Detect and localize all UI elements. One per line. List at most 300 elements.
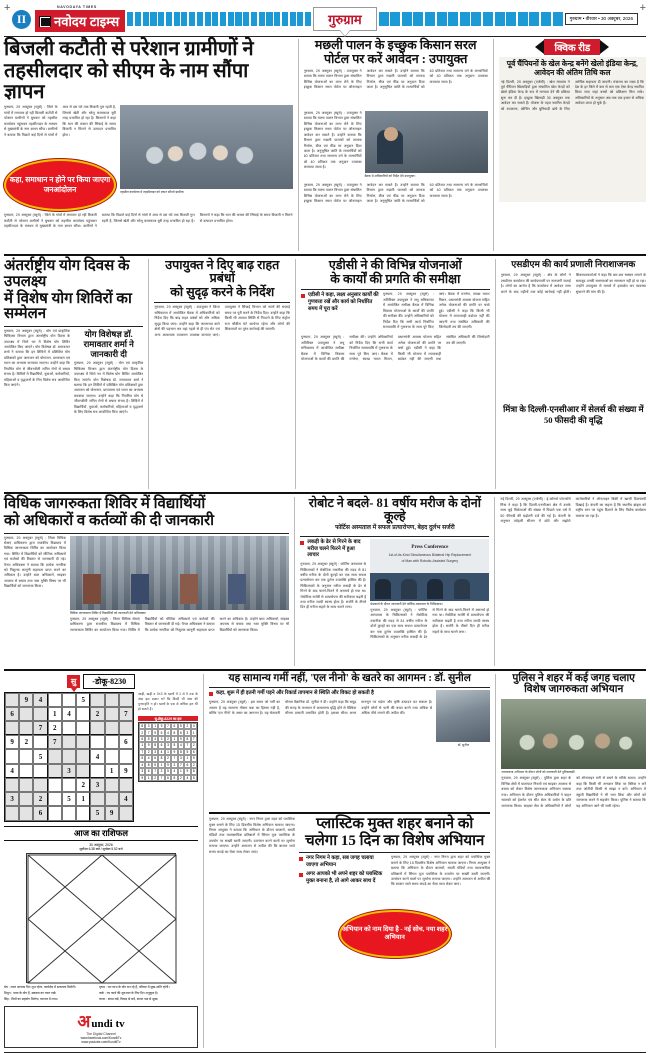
- story6-headline-line2: को अधिकारों व कर्तव्यों की दी जानकारी: [4, 512, 215, 529]
- story9-bullet-1: [299, 855, 387, 869]
- sudoku-cell[interactable]: [5, 693, 19, 707]
- sudoku-answer-cell: 8: [171, 729, 177, 735]
- story7-body-left: गुरुग्राम, 29 अक्टूबर (ब्यूरो) : फोर्टिस अस्पताल के चिकित्सकों ने रोबोटिक तकनीक की मदद से 81 वर्षीय मरीज के दोनों कूल्हों का एक साथ सफल प्रत्यारोपण कर एक दुर्लभ उपलब्धि हासिल की है। चिकित्सकों के अनुसार मरीज लकड़ी के ढेर से गिरने के बाद चलने-फिरने में असमर्थ हो गया था। रोबोटिक सर्जरी से प्रत्यारोपण की सटीकता बढ़ती है तथा मरीज जल्दी स्वस्थ होता है। सर्जरी के तीसरे दिन ही मरीज सहारे के साथ चलने लगा।: [300, 562, 367, 610]
- quick-read-item-2: [501, 259, 646, 489]
- sudoku-cell[interactable]: [105, 749, 119, 763]
- sudoku-answer-cell: 4: [139, 762, 145, 768]
- sudoku-answer-cell: 3: [171, 762, 177, 768]
- sudoku-cell[interactable]: [19, 707, 33, 721]
- story8-bullet-text: कहा, शुरू में ही इतनी गर्मी पड़ने और रिकार्ड तापमान से स्थिति और विकट हो सकती है: [216, 690, 374, 697]
- decorative-bars-right: [379, 12, 563, 26]
- sudoku-answer-cell: 2: [191, 742, 197, 748]
- sudoku-answer-cell: 4: [152, 736, 158, 742]
- brand-block: [35, 6, 125, 32]
- quick-read-item-heading: पूर्व चैंपियनों के खेल केन्द्र बनेंगे खेलो इंडिया केन्द्र, आवेदन की अंतिम तिथि कल: [506, 59, 638, 78]
- sudoku-cell[interactable]: [62, 735, 76, 749]
- lead-photo-caption: तहसील कार्यालय में तहसीलदार को ज्ञापन सौंपते ग्रामीण।: [120, 190, 185, 195]
- ad-link-youtube[interactable]: www.youtube.com/KundliTv: [81, 1040, 121, 1045]
- story3-body-left: गुरुग्राम, 29 अक्टूबर (ब्यूरो) : योग एवं प्राकृतिक चिकित्सा विभाग द्वारा अंतर्राष्ट्रीय योग दिवस के उपलक्ष्य में जिले भर में विशेष योग शिविर आयोजित किए जाएंगे। योग विशेषज्ञ डॉ. रामावतार शर्मा ने बताया कि इन शिविरों में प्रशिक्षित योग प्रशिक्षकों द्वारा आमजन को योगासन, प्राणायाम एवं ध्यान का अभ्यास करवाया जाएगा। उन्होंने कहा कि नियमित योग से जीवनशैली जनित रोगों से बचाव संभव है। शिविरों में विद्यार्थियों, युवाओं, कर्मचारियों, महिलाओं व वृद्धजनों के लिए विशेष सत्र आयोजित किए जाएंगे।: [4, 328, 70, 387]
- sudoku-cell[interactable]: 6: [119, 735, 133, 749]
- sudoku-cell[interactable]: [90, 735, 104, 749]
- triangle-right-icon: [600, 40, 609, 54]
- sudoku-cell[interactable]: [105, 778, 119, 792]
- story10-headline-line1: पुलिस ने शहर में कई जगह चलाए: [512, 672, 635, 684]
- lead-headline-line1: बिजली कटौती से परेशान ग्रामीणों ने: [4, 38, 254, 60]
- lead-headline-line2: तहसीलदार को सीएम के नाम सौंपा ज्ञापन: [4, 59, 249, 103]
- sudoku-cell[interactable]: 2: [48, 721, 62, 735]
- sudoku-answer-cell: 8: [152, 742, 158, 748]
- sudoku-answer-cell: 5: [152, 762, 158, 768]
- sudoku-instructions: आड़ी, खड़ी व 3×3 के खानों में 1 से 9 तक के अंक इस प्रकार भरें कि किसी भी अंक की पुनरावृत्ति न हो। खानों के एक से अधिक हल भी हो सकते हैं।: [138, 691, 198, 711]
- top-section: [4, 39, 646, 251]
- story8-bullet: [209, 690, 432, 697]
- column-divider-3: [148, 259, 149, 489]
- sudoku-cell[interactable]: [5, 721, 19, 735]
- sudoku-cell[interactable]: [90, 721, 104, 735]
- sudoku-answer-cell: 9: [139, 775, 145, 781]
- sudoku-answer-cell: 3: [139, 768, 145, 774]
- sudoku-answer-cell: 6: [139, 736, 145, 742]
- lead-body-bottom: गुरुग्राम, 29 अक्टूबर (ब्यूरो) : जिले के गांवों में लगातार हो रही बिजली कटौती से परेशान ग्रामीणों ने बुधवार को तहसील कार्यालय पहुंचकर तहसीलदार के माध्यम से मुख्यमंत्री के नाम ज्ञापन सौंपा। ग्रामीणों ने बताया कि पिछले कई दिनों से गांवों में आठ से दस घंटे तक बिजली गुल रहती है, जिससे खेती और घरेलू कामकाज बुरी तरह प्रभावित हो रहा है। किसानों ने कहा कि धान की फसल की सिंचाई के समय बिजली न मिलने से उत्पादन प्रभावित होगा।: [4, 213, 293, 229]
- kundli-chart: [26, 853, 176, 983]
- sudoku-answer-cell: 9: [178, 736, 184, 742]
- sudoku-cell[interactable]: 7: [33, 721, 47, 735]
- crop-mark-top-right: +: [639, 2, 646, 14]
- puzzle-column: [4, 674, 198, 1048]
- sudoku-cell[interactable]: [105, 707, 119, 721]
- sudoku-cell[interactable]: [119, 806, 133, 820]
- quick-read-item2-body: गुरुग्राम, 29 अक्टूबर (ब्यूरो) : क्षेत्र के लोगों ने एसडीएम कार्यालय की कार्यप्रणाली पर नाराजगी जताई है। लोगों का आरोप है कि कार्यालय में आवेदन जमा करने के बाद महीनों तक कोई कार्रवाई नहीं होती। शिकायतकर्ताओं ने कहा कि बार-बार चक्कर लगाने के बावजूद उनकी समस्याओं का समाधान नहीं हो पा रहा। उन्होंने उपायुक्त से मामले में हस्तक्षेप कर व्यवस्था सुधारने की मांग की है।: [500, 273, 646, 294]
- sudoku-cell[interactable]: [33, 735, 47, 749]
- story9-callout: अभियान को नाम दिया है - नई सोच, नया शहर अभियान: [339, 910, 451, 958]
- sudoku-cell[interactable]: 1: [105, 764, 119, 778]
- sudoku-answer-cell: 5: [191, 775, 197, 781]
- quick-read-item2-heading: एसडीएम की कार्य प्रणाली निराशाजनक: [511, 259, 636, 270]
- sudoku-answer-cell: 8: [184, 736, 190, 742]
- sudoku-cell[interactable]: [76, 764, 90, 778]
- sudoku-cell[interactable]: 6: [33, 806, 47, 820]
- story7-body-right: गुरुग्राम, 29 अक्टूबर (ब्यूरो) : फोर्टिस अस्पताल के चिकित्सकों ने रोबोटिक तकनीक की मदद से 81 वर्षीय मरीज के दोनों कूल्हों का एक साथ सफल प्रत्यारोपण कर एक दुर्लभ उपलब्धि हासिल की है। चिकित्सकों के अनुसार मरीज लकड़ी के ढेर से गिरने के बाद चलने-फिरने में असमर्थ हो गया था। रोबोटिक सर्जरी से प्रत्यारोपण की सटीकता बढ़ती है तथा मरीज जल्दी स्वस्थ होता है। सर्जरी के तीसरे दिन ही मरीज सहारे के साथ चलने लगा।: [370, 607, 490, 640]
- sudoku-cell[interactable]: 1: [48, 707, 62, 721]
- quick-read-title: क्विक रीड: [544, 39, 600, 55]
- sudoku-answer-cell: 8: [139, 723, 145, 729]
- sudoku-answer-cell: 1: [145, 775, 151, 781]
- story6-body-left: गुरुग्राम, 29 अक्टूबर (ब्यूरो) : जिला विधिक सेवाएं प्राधिकरण द्वारा राजकीय विद्यालय में विधिक जागरुकता शिविर का आयोजन किया गया। शिविर में विद्यार्थियों को मौलिक अधिकारों एवं कर्तव्यों की विस्तार से जानकारी दी गई। पैनल अधिवक्ता ने बताया कि प्रत्येक नागरिक को निशुल्क कानूनी सहायता प्राप्त करने का अधिकार है। उन्होंने बाल अधिकारों, साइबर अपराध से बचाव तथा नशा मुक्ति विषय पर भी विद्यार्थियों को जागरूक किया।: [4, 535, 66, 589]
- story7-photo-caption: प्रेसवार्ता के दौरान जानकारी देते फोर्टिस अस्पताल के चिकित्सक।: [370, 601, 443, 606]
- story10-headline-line2: विशेष जागरुकता अभियान: [524, 684, 624, 696]
- sudoku-answer-cell: 2: [165, 755, 171, 761]
- sudoku-cell[interactable]: 9: [19, 693, 33, 707]
- sudoku-cell[interactable]: [119, 721, 133, 735]
- edition-tab: गुरुग्राम: [313, 7, 377, 31]
- sudoku-answer-cell: 4: [165, 729, 171, 735]
- sudoku-cell[interactable]: 2: [76, 778, 90, 792]
- story5-body-bottom: गुरुग्राम, 29 अक्टूबर (ब्यूरो) : अतिरिक्त उपायुक्त ने लघु सचिवालय में आयोजित समीक्षा बैठक में विभिन्न विकास योजनाओं के कार्यों की प्रगति की समीक्षा की। उन्होंने अधिकारियों को निर्देश दिए कि सभी कार्य निर्धारित समयावधि में गुणवत्ता के साथ पूरे किए जाएं। बैठक में मनरेगा, स्वच्छ भारत मिशन, प्रधानमंत्री आवास योजना सहित अनेक योजनाओं की प्रगति पर चर्चा हुई। एडीसी ने कहा कि किसी भी योजना में लापरवाही बर्दाश्त नहीं की जाएगी तथा संबंधित अधिकारी की जिम्मेदारी तय की जाएगी।: [301, 335, 490, 362]
- section-divider-1: [4, 254, 646, 256]
- story2-headline-line2: पोर्टल पर करें आवेदन : उपायुक्त: [323, 52, 468, 66]
- sudoku-answer-cell: 9: [165, 762, 171, 768]
- sudoku-answer-cell: 7: [184, 742, 190, 748]
- sudoku-answer-cell: 3: [184, 729, 190, 735]
- sudoku-answer-cell: 7: [165, 723, 171, 729]
- quick-read-item-body: नई दिल्ली, 29 अक्टूबर (एजेंसी) : खेल मंत्रालय ने पूर्व चैंपियन खिलाड़ियों द्वारा संचालित खेल केन्द्रों को खेलो इंडिया केन्द्र के रूप में मान्यता देने की प्रक्रिया शुरू कर दी है। इच्छुक खिलाड़ी 30 अक्टूबर तक आवेदन कर सकते हैं। योजना के तहत चयनित केन्द्रों को उपकरण, कोचिंग और बुनियादी ढांचे के लिए आर्थिक सहायता दी जाएगी। मंत्रालय का लक्ष्य है कि देश के हर जिले में कम से कम एक ऐसा केन्द्र स्थापित किया जाए जहां बच्चों को प्रशिक्षण मिल सके। अधिकारियों के अनुसार अब तक एक हजार से अधिक आवेदन प्राप्त हो चुके हैं।: [500, 79, 644, 111]
- story10-photo: [501, 699, 646, 769]
- story5-bullet-text: एडीसी ने कहा, लक्ष्य अनुसार कार्यों की गुणवत्ता रखें और कार्य को निर्धारित समय में पूरा करें: [308, 292, 379, 312]
- sudoku-cell[interactable]: 2: [33, 792, 47, 806]
- sudoku-cell[interactable]: [5, 778, 19, 792]
- quick-read-header: [499, 39, 646, 55]
- column-divider-7: [494, 497, 495, 665]
- sudoku-answer-grid: [138, 722, 198, 782]
- sudoku-answer-cell: 8: [191, 768, 197, 774]
- sudoku-cell[interactable]: [33, 764, 47, 778]
- story6-photo-caption: विधिक जागरुकता शिविर में विद्यार्थियों को जानकारी देते अधिवक्ता।: [70, 610, 147, 615]
- sudoku-answer-cell: 7: [152, 768, 158, 774]
- press-conference-title: Press Conference: [411, 544, 449, 550]
- sudoku-answer-cell: 2: [145, 749, 151, 755]
- sudoku-answer-cell: 1: [178, 768, 184, 774]
- story5-headline-line1: एडीसी ने की विभिन्न योजनाओं: [328, 258, 462, 273]
- story9-body-left: गुरुग्राम, 29 अक्टूबर (ब्यूरो) : नगर निगम द्वारा शहर को प्लास्टिक मुक्त बनाने के लिए 15 दिवसीय विशेष अभियान चलाया जाएगा। निगम आयुक्त ने बताया कि अभियान के दौरान बाजारों, सब्जी मंडियों तथा व्यावसायिक प्रतिष्ठानों में सिंगल यूज प्लास्टिक के उपयोग पर सख्ती बरती जाएगी। उल्लंघन करने वालों पर जुर्माना लगाया जाएगा। उन्होंने आमजन से अपील की कि बाजार जाते समय कपड़े का थैला साथ लेकर जाएं।: [209, 817, 295, 854]
- sudoku-answer-cell: 9: [152, 729, 158, 735]
- sudoku-cell[interactable]: [76, 735, 90, 749]
- sudoku-cell[interactable]: [62, 749, 76, 763]
- sudoku-cell[interactable]: [33, 707, 47, 721]
- sudoku-answer-cell: 5: [171, 742, 177, 748]
- sudoku-cell[interactable]: [90, 693, 104, 707]
- lead-photo: [120, 105, 293, 189]
- sudoku-title: -डोकू-8230: [83, 674, 135, 689]
- sudoku-cell[interactable]: [119, 778, 133, 792]
- sudoku-cell[interactable]: [48, 764, 62, 778]
- sudoku-cell[interactable]: [76, 806, 90, 820]
- sudoku-answer-cell: 7: [139, 749, 145, 755]
- rashifal-prediction: मिथुन : यात्रा के योग हैं, स्वास्थ्य का ध्यान रखें।: [4, 991, 57, 995]
- brand-hindi-text: नवोदय टाइम्स: [54, 14, 120, 29]
- story4-headline-line2: को सुदृढ़ करने के निर्देश: [170, 285, 275, 300]
- section-divider-3: [4, 669, 646, 671]
- sudoku-cell[interactable]: 9: [119, 764, 133, 778]
- sudoku-answer-cell: 4: [145, 755, 151, 761]
- sudoku-cell[interactable]: 2: [90, 707, 104, 721]
- lead-story: [4, 39, 293, 251]
- sudoku-answer-cell: 3: [178, 755, 184, 761]
- sudoku-answer-cell: 8: [171, 775, 177, 781]
- fourth-section: [4, 674, 646, 1048]
- story9-headline-line1: प्लास्टिक मुक्त शहर बनाने को: [316, 816, 474, 833]
- rashifal-prediction: मेष : आज आपका दिन शुभ रहेगा, कार्यक्षेत्र में सफलता मिलेगी।: [4, 984, 76, 989]
- sudoku-cell[interactable]: [19, 721, 33, 735]
- sudoku-cell[interactable]: 3: [5, 792, 19, 806]
- sudoku-answer-cell: 7: [191, 736, 197, 742]
- sudoku-answer-cell: 5: [158, 729, 164, 735]
- sudoku-cell[interactable]: [19, 764, 33, 778]
- sudoku-answer-cell: 3: [145, 723, 151, 729]
- sudoku-answer-cell: 9: [191, 755, 197, 761]
- advertisement[interactable]: [4, 1006, 198, 1048]
- sudoku-cell[interactable]: [119, 693, 133, 707]
- ad-logo-glyph: अ: [77, 1011, 91, 1031]
- story5-headline-line2: के कार्यों की प्रगति की समीक्षा: [330, 272, 461, 287]
- sudoku-cell[interactable]: 7: [119, 707, 133, 721]
- quick-read-item-3: [500, 497, 646, 665]
- story9-body-right: गुरुग्राम, 29 अक्टूबर (ब्यूरो) : नगर निगम द्वारा शहर को प्लास्टिक मुक्त बनाने के लिए 15 दिवसीय विशेष अभियान चलाया जाएगा। निगम आयुक्त ने बताया कि अभियान के दौरान बाजारों, सब्जी मंडियों तथा व्यावसायिक प्रतिष्ठानों में सिंगल यूज प्लास्टिक के उपयोग पर सख्ती बरती जाएगी। उल्लंघन करने वालों पर जुर्माना लगाया जाएगा। उन्होंने आमजन से अपील की कि बाजार जाते समय कपड़े का थैला साथ लेकर जाएं।: [391, 855, 491, 887]
- sudoku-answer-cell: 1: [139, 742, 145, 748]
- story10-body: गुरुग्राम, 29 अक्टूबर (ब्यूरो) : पुलिस द्वारा शहर के विभिन्न क्षेत्रों में यातायात नियमों एवं साइबर अपराध से बचाव को लेकर विशेष जागरुकता अभियान चलाया गया। अभियान के दौरान पुलिस अधिकारियों ने वाहन चालकों को हेलमेट एवं सीट बेल्ट के प्रयोग के प्रति जागरूक किया। साइबर सेल के अधिकारियों ने लोगों को ऑनलाइन ठगी से बचने के तरीके बताए। उन्होंने कहा कि किसी भी अनजान लिंक पर क्लिक न करें तथा ओटीपी किसी से साझा न करें। अभियान में स्कूली विद्यार्थियों ने भी भाग लिया और लोगों को जागरूक करने में सहयोग किया। पुलिस ने बताया कि यह अभियान आगे भी जारी रहेगा।: [501, 776, 646, 808]
- story8-body: गुरुग्राम, 29 अक्टूबर (ब्यूरो) : इस समय जो गर्मी का आलम है वह सामान्य मौसम चक्र का हिस्सा नहीं है, बल्कि 'एल नीनो' के असर का आगमन है। यह चेतावनी मौसम वैज्ञानिक डॉ. सुनील ने दी। उन्होंने कहा कि समुद्र की सतह के तापमान में असामान्य वृद्धि होने से वैश्विक मौसम प्रणाली प्रभावित होती है। इसका सीधा असर मानसून पर पड़ेगा और कृषि उत्पादन घट सकता है। उन्होंने लोगों से पानी की बचत करने तथा अधिक से अधिक पौधे लगाने की अपील की।: [209, 700, 433, 716]
- story3: [4, 259, 143, 489]
- rashifal-date: 30 अक्टूबर, 2026: [89, 842, 113, 847]
- sudoku-cell[interactable]: [33, 778, 47, 792]
- sudoku-answer-cell: 5: [178, 723, 184, 729]
- story10: [501, 674, 646, 1048]
- center-bottom-column: [209, 674, 490, 1048]
- story8-portrait: [436, 690, 490, 742]
- sudoku-answer-cell: 7: [178, 762, 184, 768]
- sudoku-cell[interactable]: 5: [33, 749, 47, 763]
- sudoku-answer-cell: 9: [184, 768, 190, 774]
- sudoku-answer-cell: 6: [145, 768, 151, 774]
- sudoku-cell[interactable]: [48, 792, 62, 806]
- sudoku-cell[interactable]: [90, 792, 104, 806]
- sudoku-answer-cell: 2: [152, 775, 158, 781]
- story4-body: गुरुग्राम, 29 अक्टूबर (ब्यूरो) : उपायुक्त ने जिला सचिवालय में आयोजित बैठक में अधिकारियों को निर्देश दिए कि बाढ़ राहत प्रबंधों को और अधिक सुदृढ़ किया जाए। उन्होंने कहा कि जलभराव वाले क्षेत्रों की पहचान कर वहां पहले से ही पंप सेट एवं अन्य आवश्यक उपकरण उपलब्ध करवाए जाएं। उपायुक्त ने सिंचाई विभाग को नालों की सफाई समय पर पूरी करने के निर्देश दिए। उन्होंने कहा कि किसी भी आपात स्थिति से निपटने के लिए कंट्रोल रूम चौबीस घंटे कार्यरत रहेगा और लोगों की शिकायतों पर तुरंत कार्रवाई की जाएगी।: [154, 305, 291, 337]
- story7: [300, 497, 489, 665]
- sudoku-cell[interactable]: 4: [119, 792, 133, 806]
- sudoku-answer-cell: 2: [158, 768, 164, 774]
- story10-photo-caption: जागरुकता अभियान के दौरान लोगों को जानकारी देते पुलिसकर्मी।: [501, 770, 576, 775]
- column-divider-8: [203, 674, 204, 1048]
- sudoku-answer-cell: 6: [165, 775, 171, 781]
- story4-headline-line1: उपायुक्त ने दिए बाढ़ राहत प्रबंधों: [165, 258, 280, 286]
- rashifal-prediction: वृषभ : धन लाभ के योग बन रहे हैं, परिवार में सुख-शांति रहेगी।: [99, 984, 170, 989]
- story6-headline-line1: विधिक जागरुकता शिविर में विद्यार्थियों: [4, 496, 206, 513]
- second-section: [4, 259, 646, 489]
- quick-read-sidebar: [499, 39, 646, 251]
- sudoku-answer-cell: 3: [165, 742, 171, 748]
- sudoku-cell[interactable]: [19, 778, 33, 792]
- rashifal-prediction: कन्या : संयम रखें, विवाद से बचें, संतान पक्ष से सुख।: [99, 997, 159, 1002]
- sudoku-answer-cell: 7: [171, 755, 177, 761]
- ad-tagline: The Digital Channel: [86, 1031, 116, 1036]
- sudoku-cell[interactable]: 7: [48, 735, 62, 749]
- story8-headline: यह सामान्य गर्मी नहीं, 'एल नीनो' के खतरे का आगमन : डॉ. सुनील: [228, 672, 471, 684]
- story9-bullet1-text: नगर निगम ने कहा, सब जगह चलाया जाएगा अभियान: [306, 855, 374, 869]
- sudoku-cell[interactable]: [76, 721, 90, 735]
- sudoku-answer-cell: 8: [178, 749, 184, 755]
- sudoku-answer-cell: 1: [152, 723, 158, 729]
- sudoku-cell[interactable]: 3: [62, 764, 76, 778]
- sudoku-cell[interactable]: [19, 806, 33, 820]
- sudoku-answer-cell: 9: [145, 742, 151, 748]
- sudoku-answer-cell: 5: [184, 749, 190, 755]
- story7-headline: रोबोट ने बदले- 81 वर्षीय मरीज के दोनों कूल्हे: [308, 496, 481, 524]
- story2-photo: [365, 111, 488, 173]
- story3-headline-line2: में विशेष योग शिविरों का सम्मेलन: [4, 290, 132, 323]
- sudoku-cell[interactable]: 6: [5, 707, 19, 721]
- press-conference-sub1: 1st-of-its-Kind Simultaneous Bilateral Hip Replacement: [388, 552, 472, 557]
- sudoku-cell[interactable]: [48, 806, 62, 820]
- section-divider-2: [4, 492, 646, 494]
- story6: [4, 497, 289, 665]
- brand-english-name: NAVODAYA TIMES: [57, 5, 97, 9]
- sudoku-cell[interactable]: 4: [5, 764, 19, 778]
- story6-photo: [70, 536, 289, 610]
- third-section: [4, 497, 646, 665]
- rashifal-title: आज का राशिफल: [4, 826, 198, 841]
- sudoku-answer-cell: 6: [184, 762, 190, 768]
- sudoku-cell[interactable]: [105, 735, 119, 749]
- story5: [301, 259, 490, 489]
- sudoku-cell[interactable]: [19, 749, 33, 763]
- story2-headline-line1: मछली पालन के इच्छुक किसान सरल: [314, 38, 477, 52]
- dateline: गुरुग्राम • वीरवार • 30 अक्टूबर, 2026: [565, 13, 638, 25]
- sudoku-cell[interactable]: [119, 749, 133, 763]
- rashifal-prediction: कर्क : नए कार्य की शुरुआत के लिए दिन अनुकूल है।: [99, 991, 159, 995]
- column-divider-4: [295, 259, 296, 489]
- story8-portrait-caption: डॉ. सुनील: [457, 743, 469, 748]
- sudoku-cell[interactable]: [105, 792, 119, 806]
- sudoku-answer-cell: 6: [158, 742, 164, 748]
- rashifal-timing: सूर्योदय 6.38 बजे / सूर्यास्त 5.52 बजे: [79, 846, 123, 851]
- story7-subhead: फोर्टिस अस्पताल में सफल प्रत्यारोपण, बेहद दुर्लभ सर्जरी: [335, 525, 455, 532]
- sudoku-cell[interactable]: [90, 764, 104, 778]
- sudoku-cell[interactable]: 5: [62, 792, 76, 806]
- column-divider-9: [495, 674, 496, 1048]
- press-conference-sub2: of Man with Robotic-Assisted Surgery: [401, 558, 459, 563]
- sudoku-answer-cell: 2: [165, 736, 171, 742]
- sudoku-cell[interactable]: 9: [5, 735, 19, 749]
- sudoku-answer-cell: 1: [184, 755, 190, 761]
- sudoku-answer-cell: 8: [145, 762, 151, 768]
- sudoku-cell[interactable]: 1: [76, 792, 90, 806]
- story5-body-top: गुरुग्राम, 29 अक्टूबर (ब्यूरो) : अतिरिक्त उपायुक्त ने लघु सचिवालय में आयोजित समीक्षा बैठक में विभिन्न विकास योजनाओं के कार्यों की प्रगति की समीक्षा की। उन्होंने अधिकारियों को निर्देश दिए कि सभी कार्य निर्धारित समयावधि में गुणवत्ता के साथ पूरे किए जाएं। बैठक में मनरेगा, स्वच्छ भारत मिशन, प्रधानमंत्री आवास योजना सहित अनेक योजनाओं की प्रगति पर चर्चा हुई। एडीसी ने कहा कि किसी भी योजना में लापरवाही बर्दाश्त नहीं की जाएगी तथा संबंधित अधिकारी की जिम्मेदारी तय की जाएगी।: [383, 292, 490, 329]
- sudoku-answer-cell: 2: [191, 762, 197, 768]
- sudoku-cell[interactable]: [62, 778, 76, 792]
- story2-body-bottom: गुरुग्राम, 29 अक्टूबर (ब्यूरो) : उपायुक्त ने बताया कि मत्स्य पालन विभाग द्वारा संचालित विभिन्न योजनाओं का लाभ लेने के लिए इच्छुक किसान सरल पोर्टल पर ऑनलाइन आवेदन कर सकते हैं। उन्होंने बताया कि विभाग द्वारा मछली पालकों को तालाब निर्माण, बीज एवं फीड पर अनुदान दिया जाता है। अनुसूचित जाति के लाभार्थियों को 60 प्रतिशत तथा सामान्य वर्ग के लाभार्थियों को 40 प्रतिशत तक अनुदान उपलब्ध करवाया जाता है।: [303, 183, 488, 204]
- sudoku-answer-cell: 1: [165, 749, 171, 755]
- sudoku-answer-cell: 9: [158, 723, 164, 729]
- sudoku-header: [4, 674, 198, 689]
- sudoku-answer-label: सु-डोकू-8229 का हल: [138, 716, 198, 721]
- story3-subhead: योग विशेषज्ञ डॉ. रामावतार शर्मा ने जानकारी दी: [83, 328, 134, 360]
- story9-bullet-2: [299, 871, 387, 885]
- sudoku-answer-cell: 6: [178, 729, 184, 735]
- sudoku-answer-cell: 7: [145, 729, 151, 735]
- sudoku-answer-cell: 3: [152, 749, 158, 755]
- story2-photo-caption: बैठक में अधिकारियों को निर्देश देते उपायुक्त।: [364, 174, 416, 178]
- sudoku-answer-cell: 9: [171, 749, 177, 755]
- story7-bullet-text: लकड़ी के ढेर से गिरने के बाद मरीज चलने फिरने में हुआ लाचार: [307, 538, 361, 559]
- sudoku-answer-cell: 4: [178, 742, 184, 748]
- sudoku-cell[interactable]: [62, 806, 76, 820]
- triangle-left-icon: [535, 40, 544, 54]
- column-divider-6: [294, 497, 295, 665]
- sudoku-cell[interactable]: 5: [90, 806, 104, 820]
- sudoku-answer-cell: 4: [158, 749, 164, 755]
- sudoku-cell[interactable]: [19, 792, 33, 806]
- sudoku-cell[interactable]: 9: [105, 806, 119, 820]
- masthead: [4, 4, 646, 34]
- sudoku-cell[interactable]: 4: [33, 693, 47, 707]
- sudoku-cell[interactable]: [5, 806, 19, 820]
- sudoku-answer-cell: 1: [171, 736, 177, 742]
- sudoku-cell[interactable]: 3: [90, 778, 104, 792]
- sudoku-cell[interactable]: [62, 693, 76, 707]
- story6-body-right: गुरुग्राम, 29 अक्टूबर (ब्यूरो) : जिला विधिक सेवाएं प्राधिकरण द्वारा राजकीय विद्यालय में विधिक जागरुकता शिविर का आयोजन किया गया। शिविर में विद्यार्थियों को मौलिक अधिकारों एवं कर्तव्यों की विस्तार से जानकारी दी गई। पैनल अधिवक्ता ने बताया कि प्रत्येक नागरिक को निशुल्क कानूनी सहायता प्राप्त करने का अधिकार है। उन्होंने बाल अधिकारों, साइबर अपराध से बचाव तथा नशा मुक्ति विषय पर भी विद्यार्थियों को जागरूक किया।: [70, 616, 290, 632]
- sudoku-answer-cell: 5: [139, 755, 145, 761]
- sudoku-answer-cell: 7: [158, 775, 164, 781]
- quick-read-item: [499, 57, 646, 202]
- lead-callout: कहा, समाधान न होने पर किया जाएगा जनआंदोलन: [4, 159, 116, 211]
- story2-body-left: गुरुग्राम, 29 अक्टूबर (ब्यूरो) : उपायुक्त ने बताया कि मत्स्य पालन विभाग द्वारा संचालित विभिन्न योजनाओं का लाभ लेने के लिए इच्छुक किसान सरल पोर्टल पर ऑनलाइन आवेदन कर सकते हैं। उन्होंने बताया कि विभाग द्वारा मछली पालकों को तालाब निर्माण, बीज एवं फीड पर अनुदान दिया जाता है। अनुसूचित जाति के लाभार्थियों को 60 प्रतिशत तथा सामान्य वर्ग के लाभार्थियों को 40 प्रतिशत तक अनुदान उपलब्ध करवाया जाता है।: [303, 111, 362, 170]
- sudoku-answer-cell: 5: [165, 768, 171, 774]
- sudoku-cell[interactable]: 4: [62, 707, 76, 721]
- sudoku-cell[interactable]: [62, 721, 76, 735]
- column-divider-5: [495, 259, 496, 489]
- sudoku-cell[interactable]: [105, 721, 119, 735]
- sudoku-cell[interactable]: [76, 707, 90, 721]
- rashifal-predictions: [4, 985, 198, 1002]
- story7-photo: [370, 539, 489, 601]
- sudoku-cell[interactable]: [105, 693, 119, 707]
- quick-read-item3-heading: मिंत्रा के दिल्ली-एनसीआर में सेलर्स की संख्या में 50 फीसदी की वृद्धि: [503, 404, 644, 425]
- sudoku-cell[interactable]: [76, 749, 90, 763]
- sudoku-answer-cell: 4: [171, 768, 177, 774]
- sudoku-cell[interactable]: [48, 693, 62, 707]
- sudoku-answer-cell: 6: [152, 755, 158, 761]
- sudoku-answer-cell: 6: [171, 723, 177, 729]
- masthead-divider: [4, 36, 646, 37]
- sudoku-cell[interactable]: [5, 749, 19, 763]
- sudoku-answer-cell: 4: [184, 775, 190, 781]
- story5-bullet: [301, 292, 379, 312]
- story9-headline-line2: चलेगा 15 दिन का विशेष अभियान: [305, 832, 485, 849]
- sudoku-answer-cell: 2: [178, 775, 184, 781]
- column-divider-1: [298, 39, 299, 251]
- story2: [304, 39, 488, 251]
- sudoku-cell[interactable]: [48, 749, 62, 763]
- sudoku-answer-cell: 8: [158, 755, 164, 761]
- sudoku-answer-cell: 5: [145, 736, 151, 742]
- sudoku-cell[interactable]: 5: [76, 693, 90, 707]
- sudoku-cell[interactable]: 2: [19, 735, 33, 749]
- sudoku-answer-cell: 3: [158, 736, 164, 742]
- ad-link-facebook[interactable]: www.facebook.com/KundliTv: [80, 1035, 122, 1040]
- ad-brand: undi tv: [91, 1017, 125, 1030]
- sudoku-answer-cell: 2: [184, 723, 190, 729]
- decorative-bars-left: [127, 12, 311, 26]
- story4: [154, 259, 290, 489]
- sudoku-answer-cell: 6: [191, 749, 197, 755]
- sudoku-answer-cell: 1: [191, 729, 197, 735]
- brand-hindi-nameplate: [35, 10, 125, 32]
- publication-logo: II: [12, 10, 31, 29]
- sudoku-badge: सु: [67, 675, 80, 688]
- sudoku-cell[interactable]: 4: [90, 749, 104, 763]
- crop-mark-top-left: +: [4, 2, 11, 14]
- flag-icon: [39, 16, 51, 27]
- sudoku-cell[interactable]: [48, 778, 62, 792]
- quick-read-item3-body: नई दिल्ली, 29 अक्टूबर (एजेंसी) : ई-कॉमर्स प्लेटफॉर्म मिंत्रा ने कहा है कि दिल्ली-एनसीआर क्षेत्र में उसके साथ जुड़े विक्रेताओं की संख्या में पिछले एक वर्ष में 50 फीसदी की बढ़ोतरी दर्ज की गई है। कंपनी के अनुसार त्योहारी सीजन में छोटे और मझोले कारोबारियों ने ऑनलाइन बिक्री में खासी दिलचस्पी दिखाई है। कंपनी का कहना है कि स्थानीय ब्रांड्स को राष्ट्रीय स्तर पर पहुंच दिलाने के लिए विशेष कार्यक्रम चलाया जा रहा है।: [500, 497, 646, 524]
- rashifal-prediction: सिंह : मित्रों का सहयोग मिलेगा, व्यापार में लाभ।: [4, 997, 58, 1002]
- sudoku-answer-cell: 1: [158, 762, 164, 768]
- sudoku-answer-cell: 2: [139, 729, 145, 735]
- story2-body-top: गुरुग्राम, 29 अक्टूबर (ब्यूरो) : उपायुक्त ने बताया कि मत्स्य पालन विभाग द्वारा संचालित विभिन्न योजनाओं का लाभ लेने के लिए इच्छुक किसान सरल पोर्टल पर ऑनलाइन आवेदन कर सकते हैं। उन्होंने बताया कि विभाग द्वारा मछली पालकों को तालाब निर्माण, बीज एवं फीड पर अनुदान दिया जाता है। अनुसूचित जाति के लाभार्थियों को 60 प्रतिशत तथा सामान्य वर्ग के लाभार्थियों को 40 प्रतिशत तक अनुदान उपलब्ध करवाया जाता है।: [303, 69, 488, 90]
- sudoku-grid[interactable]: [4, 692, 134, 822]
- lead-body-top: गुरुग्राम, 29 अक्टूबर (ब्यूरो) : जिले के गांवों में लगातार हो रही बिजली कटौती से परेशान ग्रामीणों ने बुधवार को तहसील कार्यालय पहुंचकर तहसीलदार के माध्यम से मुख्यमंत्री के नाम ज्ञापन सौंपा। ग्रामीणों ने बताया कि पिछले कई दिनों से गांवों में आठ से दस घंटे तक बिजली गुल रहती है, जिससे खेती और घरेलू कामकाज बुरी तरह प्रभावित हो रहा है। किसानों ने कहा कि धान की फसल की सिंचाई के समय बिजली न मिलने से उत्पादन प्रभावित होगा।: [4, 105, 116, 137]
- story3-headline-line1: अंतर्राष्ट्रीय योग दिवस के उपलक्ष्य: [4, 258, 130, 290]
